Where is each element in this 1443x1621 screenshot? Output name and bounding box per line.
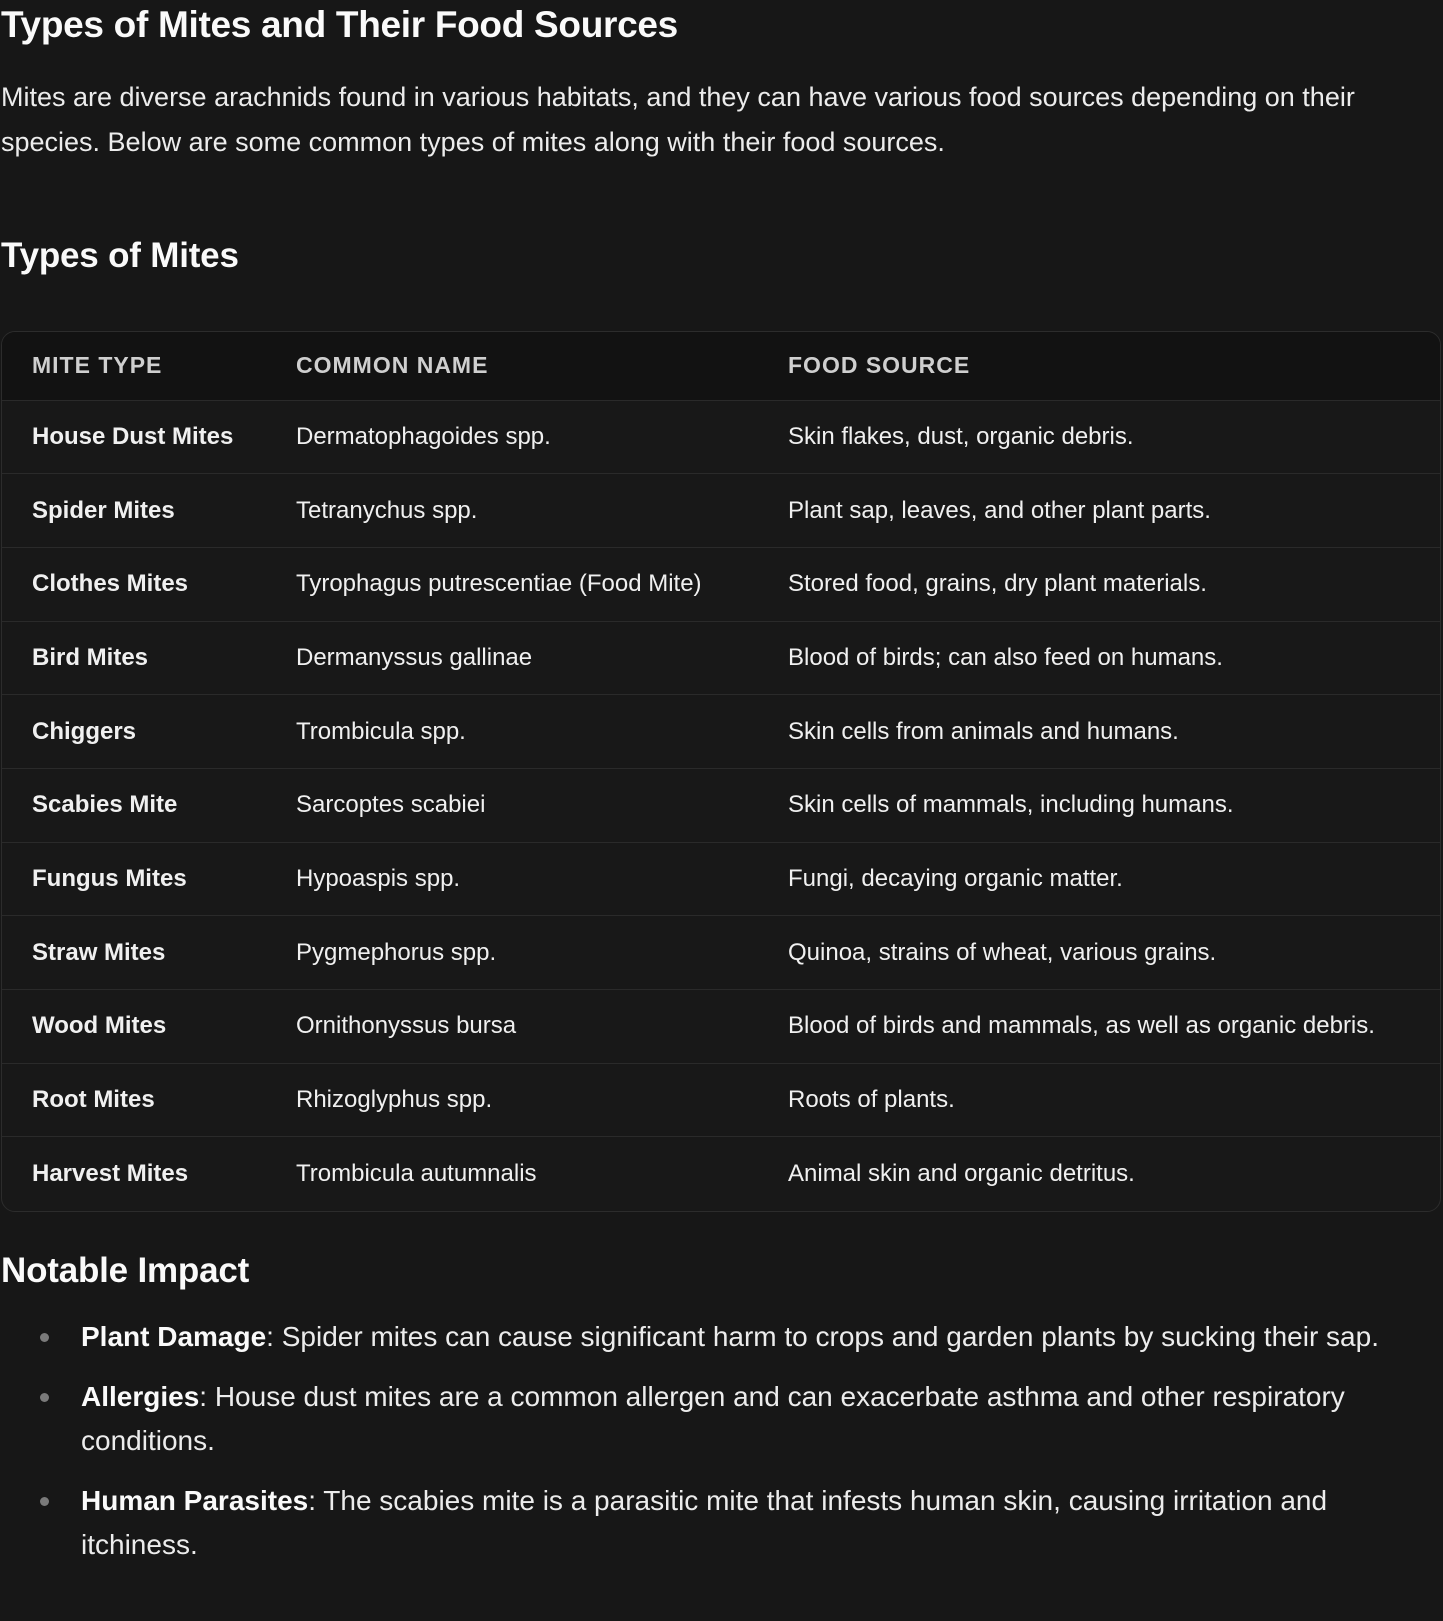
impact-text: : House dust mites are a common allergen and can exacerbate asthma and other respiratory conditions. (81, 1381, 1345, 1456)
table-row (2, 695, 1440, 769)
mite-type-cell: Root Mites (32, 1086, 155, 1114)
table-row (2, 768, 1440, 842)
table-row (2, 621, 1440, 695)
table-row (2, 400, 1440, 474)
page-title: Types of Mites and Their Food Sources (1, 4, 678, 45)
impact-heading: Notable Impact (1, 1251, 250, 1290)
food-source-cell: Blood of birds; can also feed on humans. (788, 643, 1223, 671)
impact-text: : The scabies mite is a parasitic mite that infests human skin, causing irritation and itchiness. (81, 1485, 1328, 1560)
mite-type-cell: Bird Mites (32, 643, 149, 671)
common-name-cell: Tetranychus spp. (296, 496, 478, 524)
common-name-cell: Trombicula autumnalis (296, 1159, 537, 1187)
mite-type-cell: Chiggers (32, 717, 137, 745)
types-heading: Types of Mites (1, 236, 239, 275)
common-name-cell: Rhizoglyphus spp. (296, 1086, 493, 1114)
intro-paragraph: Mites are diverse arachnids found in various habitats, and they can have various food sources depending on their species. Below are some common types of mites along with their food sources. (1, 82, 1355, 157)
header-food-source: FOOD SOURCE (788, 352, 971, 379)
impact-item (0, 1479, 1440, 1567)
food-source-cell: Animal skin and organic detritus. (788, 1159, 1135, 1187)
mite-type-cell: Clothes Mites (32, 570, 189, 598)
header-common-name: COMMON NAME (296, 352, 489, 379)
table-row (2, 990, 1440, 1064)
mites-table (1, 331, 1441, 1212)
impact-item (0, 1375, 1440, 1463)
common-name-cell: Hypoaspis spp. (296, 864, 461, 892)
impact-list (0, 1315, 1440, 1583)
mite-type-cell: Straw Mites (32, 938, 166, 966)
bullet-icon (40, 1333, 49, 1342)
common-name-cell: Tyrophagus putrescentiae (Food Mite) (296, 570, 702, 598)
mite-type-cell: Scabies Mite (32, 791, 178, 819)
common-name-cell: Ornithonyssus bursa (296, 1012, 517, 1040)
impact-item (0, 1315, 1440, 1359)
mite-type-cell: Harvest Mites (32, 1159, 189, 1187)
food-source-cell: Quinoa, strains of wheat, various grains. (788, 938, 1217, 966)
table-row (2, 842, 1440, 916)
food-source-cell: Skin flakes, dust, organic debris. (788, 422, 1134, 450)
bullet-icon (40, 1497, 49, 1506)
common-name-cell: Trombicula spp. (296, 717, 466, 745)
food-source-cell: Stored food, grains, dry plant materials. (788, 570, 1207, 598)
table-row (2, 1063, 1440, 1137)
bullet-icon (40, 1393, 49, 1402)
table-row (2, 474, 1440, 548)
table-header-row (2, 332, 1440, 400)
mite-type-cell: Wood Mites (32, 1012, 167, 1040)
impact-label: Allergies (81, 1381, 200, 1412)
header-mite-type: MITE TYPE (32, 352, 163, 379)
common-name-cell: Dermanyssus gallinae (296, 643, 533, 671)
food-source-cell: Skin cells from animals and humans. (788, 717, 1179, 745)
food-source-cell: Blood of birds and mammals, as well as organic debris. (788, 1012, 1375, 1040)
common-name-cell: Dermatophagoides spp. (296, 422, 551, 450)
food-source-cell: Skin cells of mammals, including humans. (788, 791, 1234, 819)
impact-text: : Spider mites can cause significant harm to crops and garden plants by sucking their sap. (266, 1321, 1379, 1352)
impact-label: Plant Damage (81, 1321, 267, 1352)
impact-label: Human Parasites (81, 1485, 309, 1516)
food-source-cell: Plant sap, leaves, and other plant parts. (788, 496, 1211, 524)
table-row (2, 1137, 1440, 1211)
mite-type-cell: Fungus Mites (32, 864, 187, 892)
food-source-cell: Roots of plants. (788, 1086, 955, 1114)
common-name-cell: Pygmephorus spp. (296, 938, 497, 966)
food-source-cell: Fungi, decaying organic matter. (788, 864, 1123, 892)
common-name-cell: Sarcoptes scabiei (296, 791, 486, 819)
table-row (2, 547, 1440, 621)
mite-type-cell: Spider Mites (32, 496, 175, 524)
mite-type-cell: House Dust Mites (32, 422, 234, 450)
table-row (2, 916, 1440, 990)
